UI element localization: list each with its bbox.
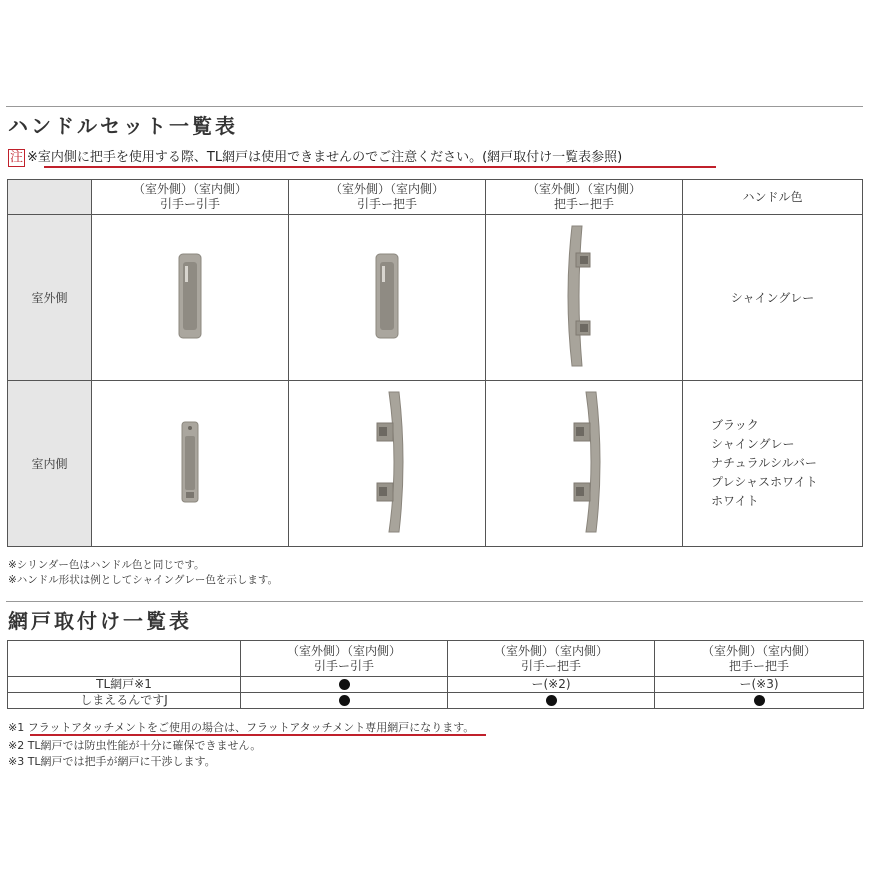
outdoor-pull-image-2 [289,215,486,381]
color-name: ホワイト [711,494,759,508]
color-name: ブラック [711,418,759,432]
handle-set-title: ハンドルセット一覧表 [8,114,238,138]
handle-header-row [8,180,863,215]
available-dot-icon [546,695,557,706]
header-cell: （室外側）（室内側） 把手ー把手 [655,641,864,677]
outdoor-row [8,215,863,381]
outdoor-bar-image [486,215,683,381]
header-cell: （室外側）（室内側） 把手ー把手 [486,180,683,215]
cell-dot [241,677,448,693]
header-cell: （室外側）（室内側） 引手ー引手 [92,180,289,215]
bar-handle-image [554,387,614,537]
screen-door-title: 網戸取付け一覧表 [8,609,192,633]
cell-text: ー(※2) [448,677,655,693]
cell-dot [241,693,448,709]
top-divider [6,106,863,107]
cell-dot [448,693,655,709]
available-dot-icon [339,695,350,706]
screen-header-row [8,641,864,677]
indoor-row [8,381,863,547]
row-label-indoor: 室内側 [8,381,92,547]
note-text: ※室内側に把手を使用する際、TL網戸は使用できませんのでご注意ください。(網戸取付け一覧表参照) [27,150,623,165]
footnote-underline [30,734,486,736]
handle-set-note [8,146,622,167]
cell-dot [655,693,864,709]
table-row [8,693,864,709]
outdoor-color-cell [683,215,863,381]
available-dot-icon [754,695,765,706]
handle-footnote: ※ハンドル形状は例としてシャイングレー色を示します。 [8,574,279,586]
indoor-bar-image [289,381,486,547]
header-cell: ハンドル色 [683,180,863,215]
available-dot-icon [339,679,350,690]
color-name: プレシャスホワイト [711,475,818,489]
bar-handle-image [554,221,614,371]
row-label-outdoor: 室外側 [8,215,92,381]
table-row [8,677,864,693]
handle-set-table [7,179,863,547]
screen-footnote: ※2 TL網戸では防虫性能が十分に確保できません。 [8,739,262,752]
outdoor-pull-image [92,215,289,381]
color-name: シャイングレー [730,291,815,305]
screen-footnote: ※1 フラットアタッチメントをご使用の場合は、フラットアタッチメント専用網戸になります。 [8,721,475,734]
color-name: ナチュラルシルバー [711,456,817,470]
handle-footnote: ※シリンダー色はハンドル色と同じです。 [8,559,205,571]
header-cell: （室外側）（室内側） 引手ー把手 [289,180,486,215]
color-name: シャイングレー [711,437,795,451]
indoor-pull-image [92,381,289,547]
cell-text: ー(※3) [655,677,864,693]
header-cell: （室外側）（室内側） 引手ー把手 [448,641,655,677]
indoor-color-cell [683,381,863,547]
mid-divider [6,601,863,602]
flush-pull-handle-image [372,246,402,346]
header-corner-cell [8,641,241,677]
bar-handle-image [357,387,417,537]
flush-pull-handle-image [175,412,205,512]
flush-pull-handle-image [175,246,205,346]
note-mark: 注 [10,150,24,165]
row-label: TL網戸※1 [8,677,241,693]
header-cell: （室外側）（室内側） 引手ー引手 [241,641,448,677]
screen-footnote: ※3 TL網戸では把手が網戸に干渉します。 [8,755,216,768]
row-label: しまえるんですJ [8,693,241,709]
screen-door-table [7,640,864,709]
header-corner-cell [8,180,92,215]
note-underline [44,166,716,168]
indoor-bar-image-2 [486,381,683,547]
